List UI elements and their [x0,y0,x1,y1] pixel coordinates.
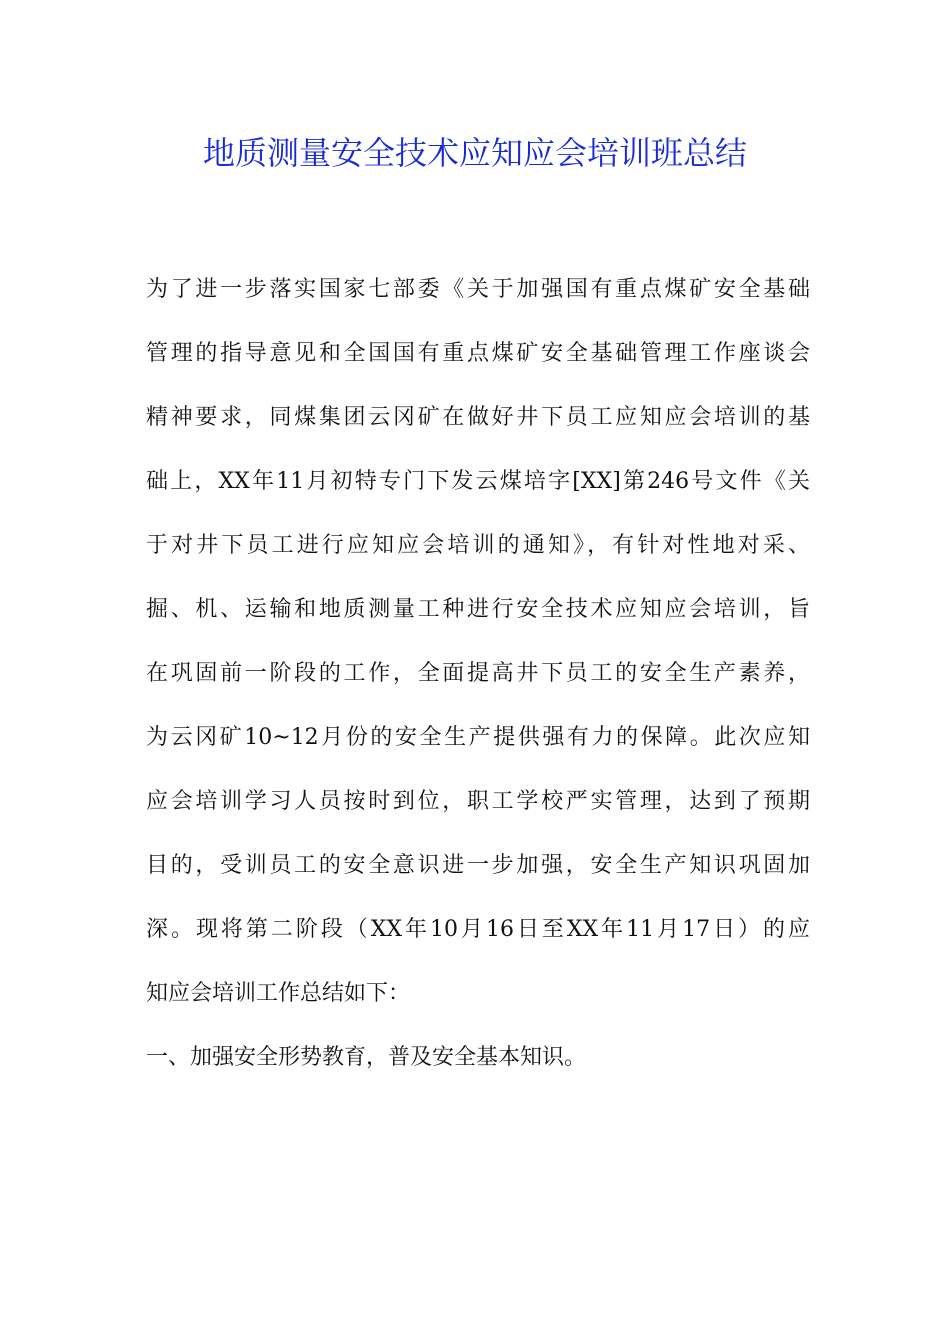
paragraph-line: 为了进一步落实国家七部委《关于加强国有重点煤矿安全基础 [146,277,810,302]
paragraph-line: 础上，XX年11月初特专门下发云煤培字[XX]第246号文件《关 [146,469,810,494]
paragraph-line: 在巩固前一阶段的工作，全面提高井下员工的安全生产素养， [146,661,810,686]
paragraph-line: 管理的指导意见和全国国有重点煤矿安全基础管理工作座谈会 [146,341,810,366]
paragraph-line: 为云冈矿10~12月份的安全生产提供强有力的保障。此次应知 [146,725,810,750]
paragraph-line: 深。现将第二阶段（XX年10月16日至XX年11月17日）的应 [146,917,810,942]
paragraph-line: 知应会培训工作总结如下： [146,981,411,1006]
paragraph-line: 掘、机、运输和地质测量工种进行安全技术应知应会培训，旨 [146,597,810,622]
document-body [146,258,810,1090]
paragraph-line: 目的，受训员工的安全意识进一步加强，安全生产知识巩固加 [146,853,810,878]
paragraph-line: 于对井下员工进行应知应会培训的通知》，有针对性地对采、 [146,533,810,558]
document-title: 地质测量安全技术应知应会培训班总结 [202,134,747,172]
paragraph-line: 应会培训学习人员按时到位，职工学校严实管理，达到了预期 [146,789,810,814]
paragraph-line: 精神要求，同煤集团云冈矿在做好井下员工应知应会培训的基 [146,405,810,430]
section-heading: 一、加强安全形势教育，普及安全基本知识。 [146,1045,587,1070]
